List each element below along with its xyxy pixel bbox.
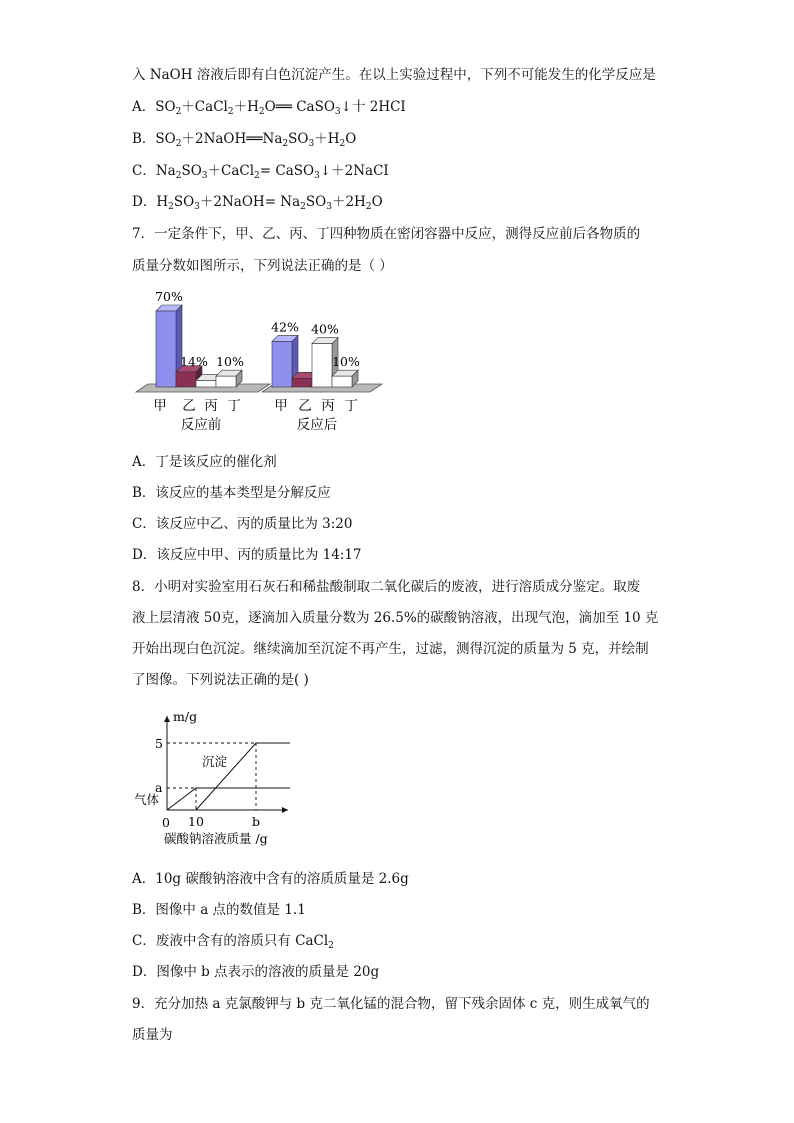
- q8-option-c[interactable]: C．废液中含有的溶质只有 CaCl$_2$: [132, 933, 334, 951]
- bar-value-label: 10%: [332, 354, 360, 370]
- q6-option-d[interactable]: D．$H_2SO_3+2NaOH= Na_2SO_3+2H_2O$: [132, 194, 383, 212]
- q6-option-b[interactable]: B．$SO_2+2NaOH══Na_2SO_3+H_2O$: [132, 131, 357, 149]
- bar-value-label: 42%: [271, 319, 299, 335]
- category-label-乙: 乙: [182, 398, 196, 414]
- q7-stem-line1: 7．一定条件下，甲、乙、丙、丁四种物质在密闭容器中反应，测得反应前后各物质的: [132, 226, 641, 242]
- x-tick-0: 0: [162, 815, 170, 830]
- q8-option-a[interactable]: A．10g 碳酸钠溶液中含有的溶质质量是 2.6g: [132, 871, 409, 887]
- q8-stem-line4: 了图像。下列说法正确的是( ): [132, 672, 309, 688]
- q7-stem-line2: 质量分数如图所示，下列说法正确的是（ ）: [132, 258, 393, 274]
- q6-intro: 入 NaOH 溶液后即有白色沉淀产生。在以上实验过程中，下列不可能发生的化学反应是: [132, 67, 656, 83]
- q6-option-a[interactable]: A．$SO_2+CaCl_2+H_2O══$ CaSO$_3$↓十 2HCI: [132, 99, 406, 117]
- x-tick-10: 10: [188, 814, 204, 829]
- q8-stem-line3: 开始出现白色沉淀。继续滴加至沉淀不再产生，过滤，测得沉淀的质量为 5 克，并绘制: [132, 641, 649, 657]
- bar-before-丁: [216, 370, 242, 387]
- category-label-丙: 丙: [321, 398, 335, 414]
- category-label-甲: 甲: [153, 398, 167, 414]
- q7-bar-chart: [130, 286, 400, 436]
- category-label-甲: 甲: [274, 398, 288, 414]
- y-tick-a: a: [155, 780, 163, 795]
- q7-option-a[interactable]: A．丁是该反应的催化剂: [132, 454, 277, 470]
- bar-value-label: 40%: [311, 321, 339, 337]
- q7-option-b[interactable]: B．该反应的基本类型是分解反应: [132, 485, 331, 501]
- q8-stem-line1: 8．小明对实验室用石灰石和稀盐酸制取二氧化碳后的废液，进行溶质成分鉴定。取废: [132, 579, 641, 595]
- q8-option-b[interactable]: B．图像中 a 点的数值是 1.1: [132, 902, 306, 918]
- q8-line-chart: [130, 700, 310, 860]
- group-label-before: 反应前: [180, 417, 222, 433]
- category-label-丁: 丁: [344, 398, 358, 414]
- bar-value-label: 10%: [216, 354, 244, 370]
- q6-option-c[interactable]: C．$Na_2SO_3+CaCl_2=$ CaSO$_3$↓＋2NaCI: [132, 163, 389, 181]
- series-label-precipitate: 沉淀: [202, 754, 228, 769]
- bar-value-label: 14%: [180, 354, 208, 369]
- q7-option-d[interactable]: D．该反应中甲、丙的质量比为 14:17: [132, 547, 362, 563]
- gas-curve: [167, 788, 290, 810]
- series-label-gas: 气体: [134, 792, 160, 807]
- category-label-丁: 丁: [227, 398, 241, 414]
- x-tick-b: b: [252, 814, 261, 829]
- q9-stem-line1: 9．充分加热 a 克氯酸钾与 b 克二氧化锰的混合物，留下残余固体 c 克，则生成氧气的: [132, 996, 650, 1012]
- y-axis-label: m/g: [173, 709, 198, 724]
- q9-stem-line2: 质量为: [132, 1027, 173, 1043]
- group-label-after: 反应后: [296, 417, 338, 433]
- category-label-乙: 乙: [298, 398, 312, 414]
- category-label-丙: 丙: [204, 398, 218, 414]
- q8-stem-line2: 液上层清液 50克，逐滴加入质量分数为 26.5%的碳酸钠溶液，出现气泡，滴加至 10 克: [132, 610, 659, 626]
- x-axis-label: 碳酸钠溶液质量 /g: [164, 831, 268, 846]
- q7-option-c[interactable]: C．该反应中乙、丙的质量比为 3:20: [132, 516, 353, 532]
- q8-option-d[interactable]: D．图像中 b 点表示的溶液的质量是 20g: [132, 964, 380, 980]
- y-tick-5: 5: [155, 736, 163, 751]
- bar-value-label: 70%: [155, 289, 183, 304]
- bar-after-丁: [332, 370, 358, 387]
